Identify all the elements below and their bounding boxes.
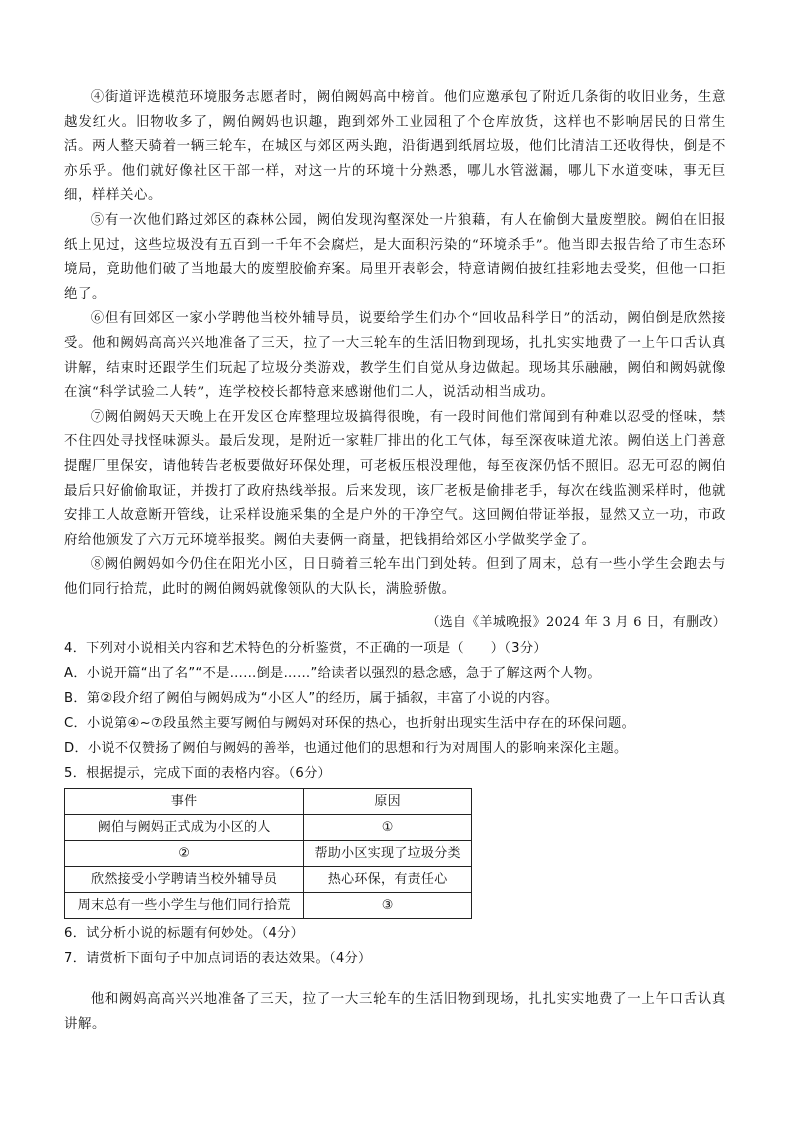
question-4-option-b: B．第②段介绍了阙伯与阙妈成为“小区人”的经历，属于插叙，丰富了小说的内容。 [64,691,559,706]
question-4-stem: 4．下列对小说相关内容和艺术特色的分析鉴赏，不正确的一项是（ ）（3分） [64,641,547,656]
question-7-quote: 他和阙妈高高兴兴地准备了三天，拉了一大三轮车的生活旧物到现场，扎扎实实地费了一上午口舌认真讲解。 [64,992,726,1032]
question-5-stem: 5．根据提示，完成下面的表格内容。（6分） [64,766,332,781]
table-cell-event: 阙伯与阙妈正式成为小区的人 [65,815,304,841]
table-cell-reason: ③ [304,893,472,919]
table-cell-event: 欣然接受小学聘请当校外辅导员 [65,867,304,893]
question-4-option-c: C．小说第④~⑦段虽然主要写阙伯与阙妈对环保的热心，也折射出现实生活中存在的环保问题。 [64,716,636,731]
question-5-table [64,788,472,919]
question-7-stem: 7．请赏析下面句子中加点词语的表达效果。（4分） [64,951,372,966]
story-excerpt [64,86,726,602]
table-cell-reason: ① [304,815,472,841]
story-paragraph-6: ⑥但有回郊区一家小学聘他当校外辅导员，说要给学生们办个“回收品科学日”的活动，阙伯倒是欣然接受。他和阙妈高高兴兴地准备了三天，拉了一大三轮车的生活旧物到现场，扎扎实实地费了一上午口舌认真讲解，结束时还跟学生们玩起了垃圾分类游戏，教学生们自觉从身边做起。现场其乐融融，阙伯和阙妈就像在演“科学试验二人转”，连学校校长都特意来感谢他们二人，说活动相当成功。 [64,311,726,401]
story-paragraph-8: ⑧阙伯阙妈如今仍住在阳光小区，日日骑着三轮车出门到处转。但到了周末，总有一些小学生会跑去与他们同行拾荒，此时的阙伯阙妈就像领队的大队长，满脸骄傲。 [64,557,726,597]
table-row [65,867,472,893]
table-row [65,893,472,919]
question-4-option-d: D．小说不仅赞扬了阙伯与阙妈的善举，也通过他们的思想和行为对周围人的影响来深化主题。 [64,741,628,756]
questions-section [64,636,744,971]
table-cell-event: 周末总有一些小学生与他们同行拾荒 [65,893,304,919]
table-header-row [65,789,472,815]
table-cell-reason: 帮助小区实现了垃圾分类 [304,841,472,867]
story-paragraph-5: ⑤有一次他们路过郊区的森林公园，阙伯发现沟壑深处一片狼藉，有人在偷倒大量废塑胶。阙伯在旧报纸上见过，这些垃圾没有五百到一千年不会腐烂，是大面积污染的“环境杀手”。他当即去报告给了市生态环境局，竟助他们破了当地最大的废塑胶偷弃案。局里开表彰会，特意请阙伯披红挂彩地去受奖，但他一口拒绝了。 [64,212,726,302]
story-paragraph-4: ④街道评选模范环境服务志愿者时，阙伯阙妈高中榜首。他们应邀承包了附近几条街的收旧业务，生意越发红火。旧物收多了，阙伯阙妈也识趣，跑到郊外工业园租了个仓库放货，这样也不影响居民的日常生活。两人整天骑着一辆三轮车，在城区与郊区两头跑，沿街遇到纸屑垃圾，他们比清洁工还收得快，倒是不亦乐乎。他们就好像社区干部一样，对这一片的环境十分熟悉，哪儿水管滋漏，哪儿下水道变味，事无巨细，样样关心。 [64,90,726,204]
table-cell-reason: 热心环保，有责任心 [304,867,472,893]
table-row [65,841,472,867]
story-paragraph-7: ⑦阙伯阙妈天天晚上在开发区仓库整理垃圾搞得很晚，有一段时间他们常闻到有种难以忍受的怪味，禁不住四处寻找怪味源头。最后发现，是附近一家鞋厂排出的化工气体，每至深夜味道尤浓。阙伯送上门善意提醒厂里保安，请他转告老板要做好环保处理，可老板压根没理他，每至夜深仍恬不照旧。忍无可忍的阙伯最后只好偷偷取证，并拨打了政府热线举报。后来发现，该厂老板是偷排老手，每次在线监测采样时，他就安排工人故意断开管线，让采样设施采集的全是户外的干净空气。这回阙伯带证举报，显然又立一功，市政府给他颁发了六万元环境举报奖。阙伯夫妻俩一商量，把钱捐给郊区小学做奖学金了。 [64,409,726,548]
table-row [65,815,472,841]
table-header-reason: 原因 [304,789,472,815]
question-4-option-a: A．小说开篇“出了名”“不是……倒是……”给读者以强烈的悬念感，急于了解这两个人物。 [64,666,601,681]
source-citation: （选自《羊城晚报》2024 年 3 月 6 日，有删改） [426,615,726,630]
question-6-stem: 6．试分析小说的标题有何妙处。（4分） [64,926,305,941]
table-cell-event: ② [65,841,304,867]
table-header-event: 事件 [65,789,304,815]
